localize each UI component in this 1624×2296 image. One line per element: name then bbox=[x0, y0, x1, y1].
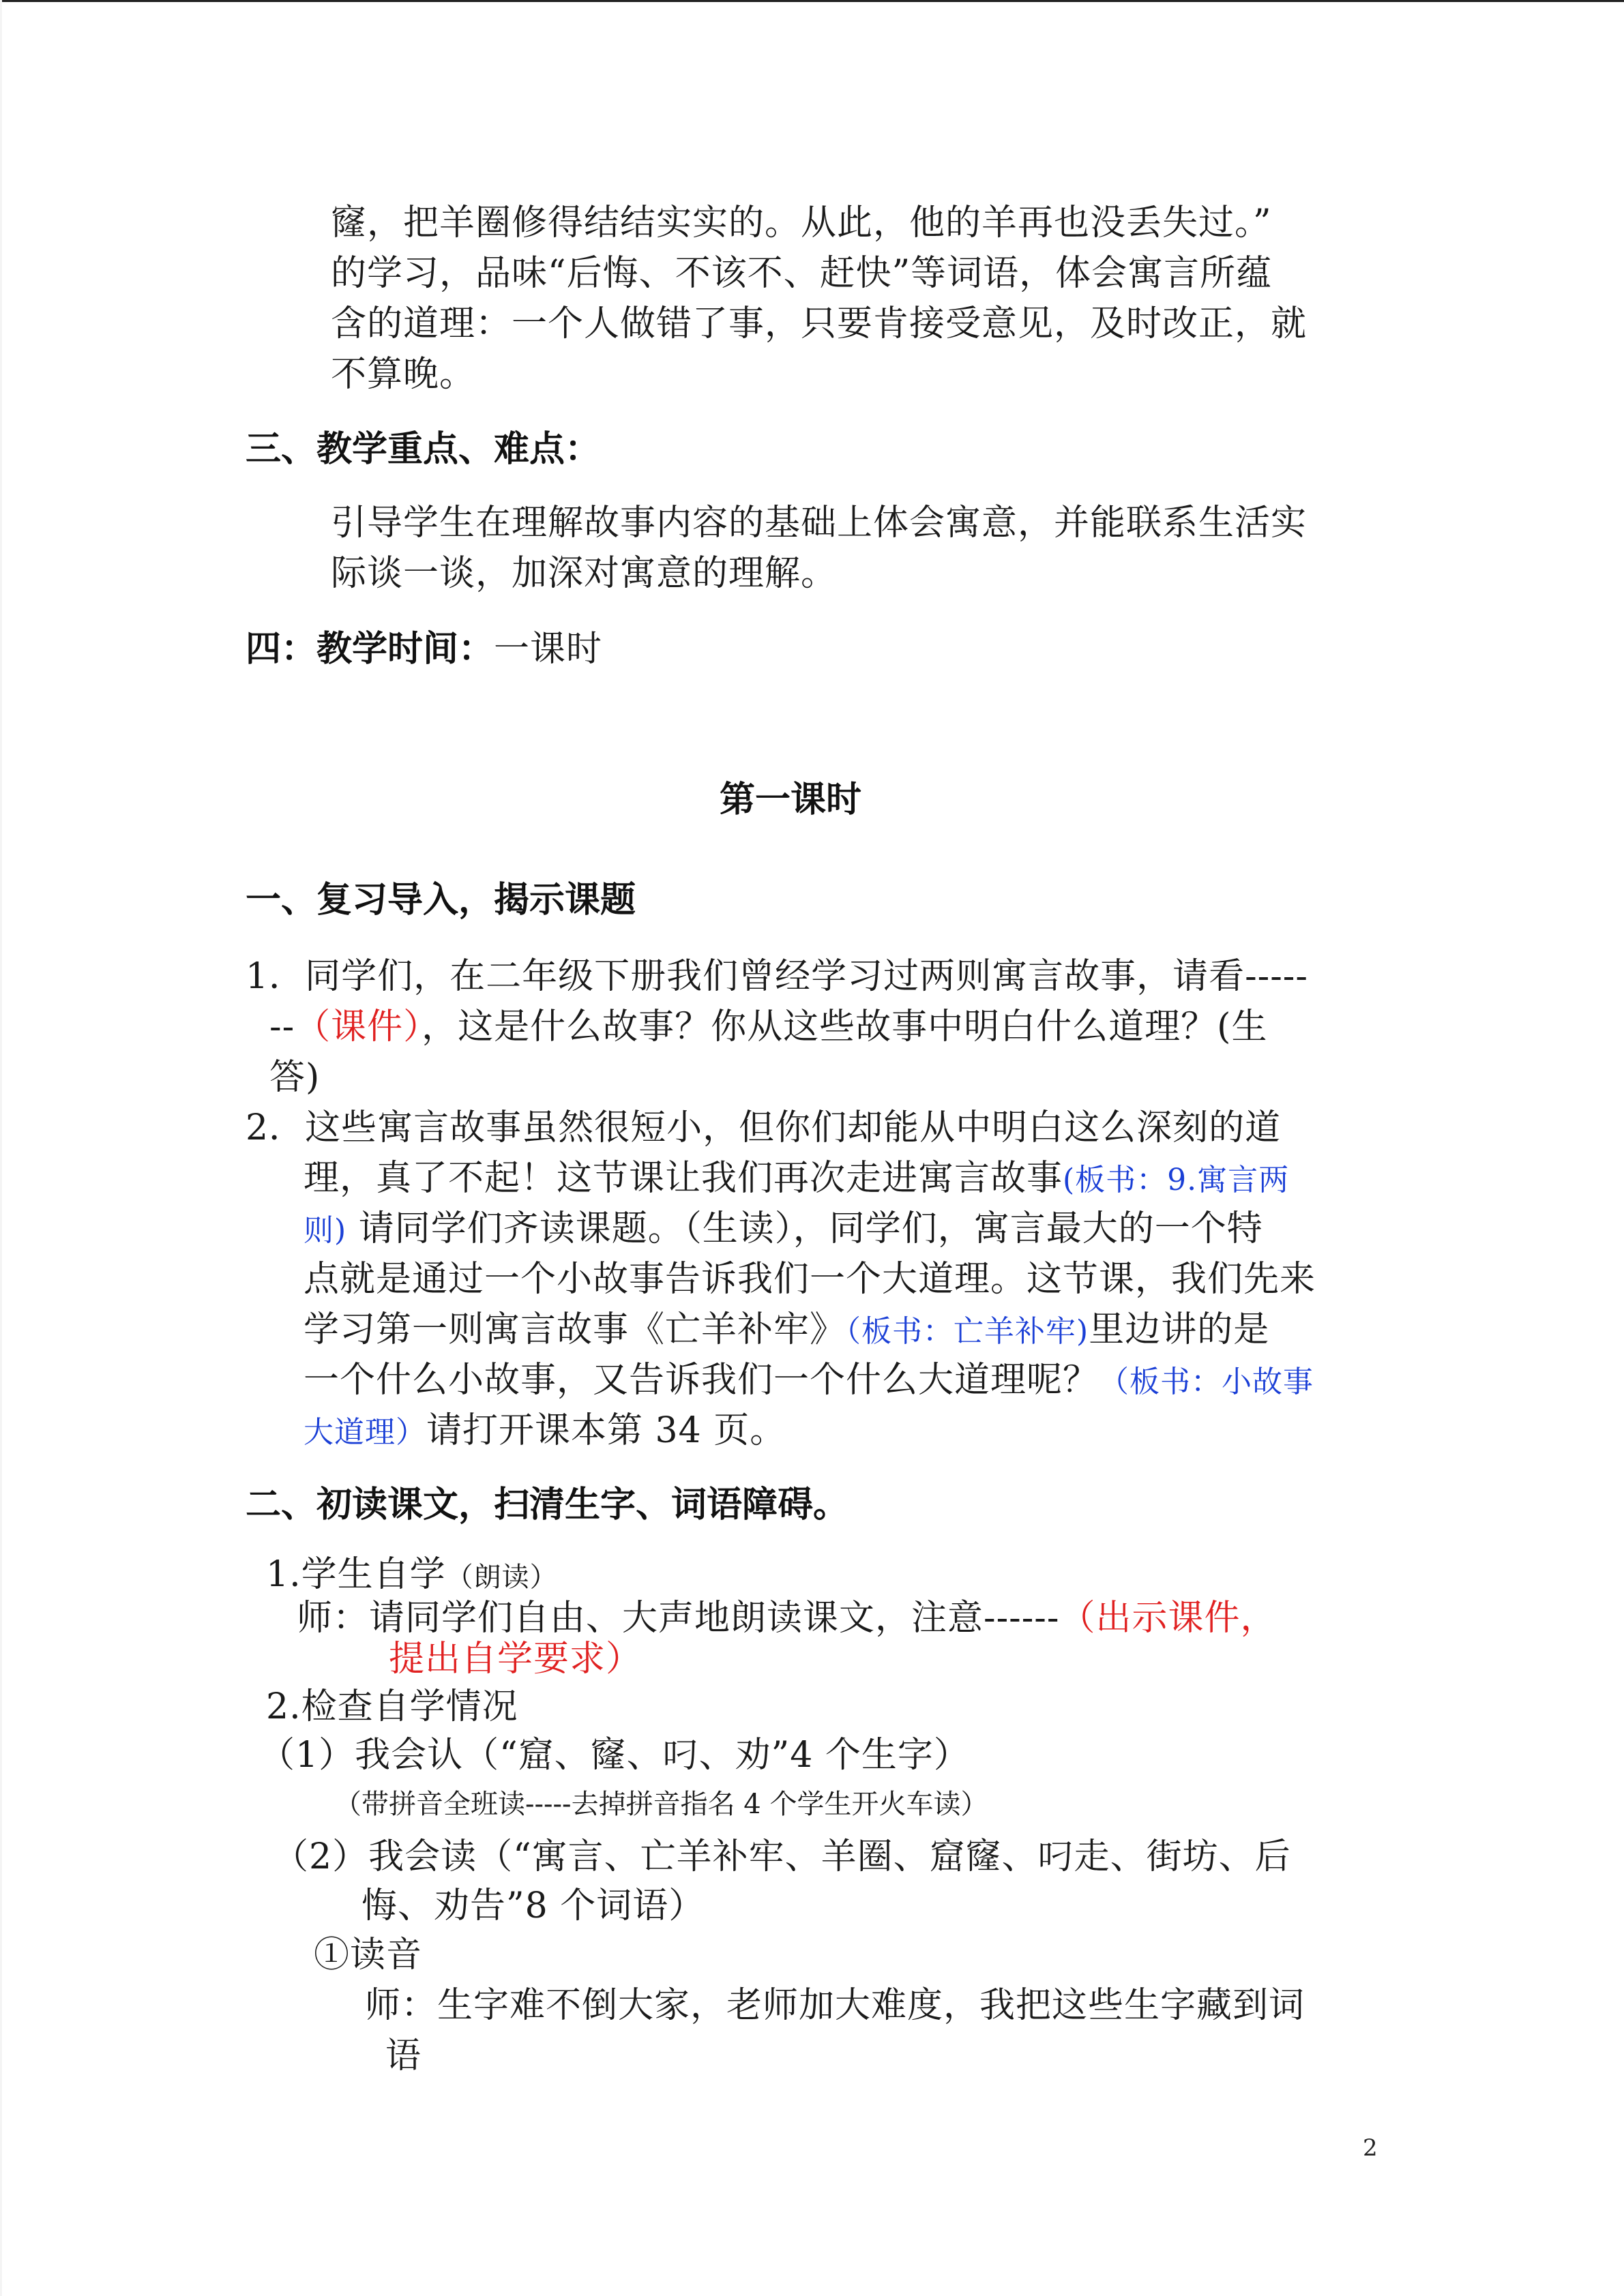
board-note-story: （板书：亡羊补牢) bbox=[846, 1314, 1089, 1349]
intro-line-4: 不算晚。 bbox=[331, 354, 476, 395]
intro-line-1: 窿，把羊圈修得结结实实的。从此，他的羊再也没丢失过。” bbox=[331, 203, 1272, 243]
part2-item1 bbox=[266, 1549, 558, 1600]
sub2-line2: 悔、劝告”8 个词语） bbox=[361, 1885, 705, 1926]
part1-item2-line7 bbox=[304, 1405, 786, 1458]
item2-text-5b: 里边讲的是 bbox=[1089, 1309, 1270, 1350]
board-note-title: (板书：9.寓言两 bbox=[1063, 1163, 1290, 1197]
show-courseware-note: （出示课件， bbox=[1059, 1598, 1277, 1639]
board-note-small-story: （板书：小故事 bbox=[1099, 1365, 1314, 1399]
part1-item1-line3: 答) bbox=[269, 1057, 321, 1098]
teacher-text: 师：请同学们自由、大声地朗读课文，注意------ bbox=[297, 1598, 1060, 1639]
sub1-note: （带拼音全班读-----去掉拼音指名 4 个学生开火车读） bbox=[334, 1789, 988, 1820]
part1-item1-line1: 1．同学们，在二年级下册我们曾经学习过两则寓言故事，请看----- bbox=[246, 956, 1308, 997]
board-note-big-truth: 大道理） bbox=[304, 1415, 426, 1450]
intro-line-2: 的学习，品味“后悔、不该不、赶快”等词语，体会寓言所蕴 bbox=[331, 253, 1273, 294]
item2-text: 理，真了不起！这节课让我们再次走进寓言故事 bbox=[304, 1158, 1063, 1199]
page-number: 2 bbox=[1363, 2134, 1378, 2162]
section3-line-2: 际谈一谈，加深对寓意的理解。 bbox=[331, 553, 838, 594]
section3-line-1: 引导学生在理解故事内容的基础上体会寓意，并能联系生活实 bbox=[331, 503, 1308, 543]
board-note-title-end: 则) bbox=[304, 1213, 347, 1248]
dash-prefix: -- bbox=[269, 1007, 295, 1047]
part1-heading: 一、复习导入，揭示课题 bbox=[246, 880, 636, 921]
sub2-line1: （2）我会读（“寓言、亡羊补牢、羊圈、窟窿、叼走、街坊、后 bbox=[273, 1836, 1291, 1877]
self-study-label: 1.学生自学 bbox=[266, 1554, 446, 1595]
part1-item2-line3 bbox=[304, 1204, 1263, 1256]
teacher2-line1: 师：生字难不倒大家，老师加大难度，我把这些生字藏到词 bbox=[365, 1985, 1305, 2026]
section4-row bbox=[246, 624, 602, 674]
intro-line-3: 含的道理：一个人做错了事，只要肯接受意见，及时改正，就 bbox=[331, 303, 1308, 344]
part1-item1-line2 bbox=[269, 1002, 1267, 1052]
part1-item2-line2 bbox=[304, 1153, 1289, 1206]
part1-item2-line4: 点就是通过一个小故事告诉我们一个大道理。这节课，我们先来 bbox=[304, 1259, 1316, 1300]
teacher2-line2: 语 bbox=[385, 2036, 422, 2076]
item2-text-5: 学习第一则寓言故事《亡羊补牢》 bbox=[304, 1309, 846, 1350]
section4-value: 一课时 bbox=[494, 629, 603, 670]
self-study-note: （朗读） bbox=[445, 1562, 558, 1593]
question-text: ，这是什么故事？你从这些故事中明白什么道理？(生 bbox=[422, 1007, 1268, 1047]
section3-heading: 三、教学重点、难点： bbox=[246, 429, 601, 470]
sub1-recognize: （1）我会认（“窟、窿、叼、劝”4 个生字） bbox=[259, 1735, 970, 1776]
part1-item2-line1: 2．这些寓言故事虽然很短小，但你们却能从中明白这么深刻的道 bbox=[246, 1107, 1282, 1148]
courseware-note: （课件） bbox=[295, 1007, 422, 1047]
section4-heading: 四：教学时间： bbox=[246, 629, 494, 670]
part2-heading: 二、初读课文，扫清生字、词语障碍。 bbox=[246, 1485, 849, 1525]
item2-text-6: 一个什么小故事，又告诉我们一个什么大道理呢？ bbox=[304, 1360, 1099, 1401]
page-top-border bbox=[0, 0, 1624, 2]
step-pronunciation: ①读音 bbox=[314, 1935, 423, 1976]
part2-item2: 2.检查自学情况 bbox=[266, 1686, 518, 1727]
item2-text-3: 请同学们齐读课题。（生读），同学们，寓言最大的一个特 bbox=[346, 1208, 1263, 1249]
item2-text-7: 请打开课本第 34 页。 bbox=[426, 1410, 786, 1451]
teacher-instruction-line2: 提出自学要求） bbox=[389, 1639, 643, 1680]
part1-item2-line6 bbox=[304, 1355, 1314, 1407]
lesson-title: 第一课时 bbox=[720, 779, 862, 820]
part1-item2-line5 bbox=[304, 1304, 1269, 1357]
page-left-edge bbox=[0, 0, 2, 2296]
